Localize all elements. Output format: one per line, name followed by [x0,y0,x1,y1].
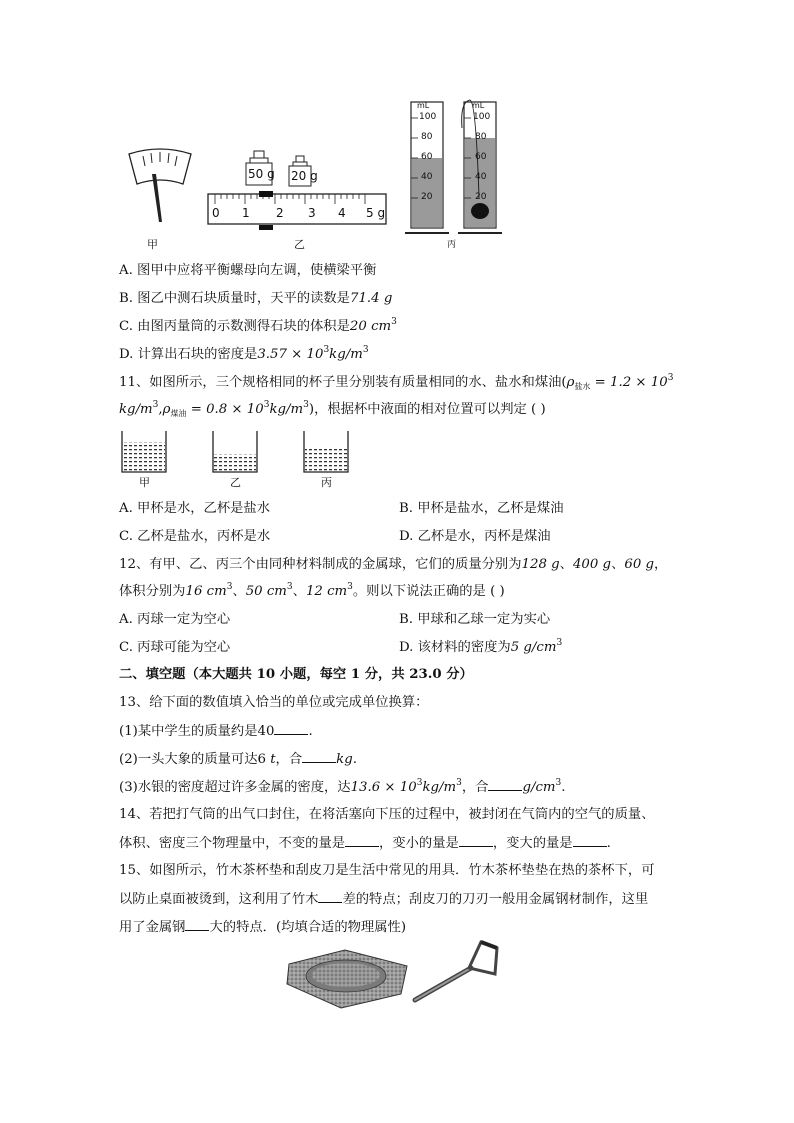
q10-option-c: C. 由图丙量筒的示数测得石块的体积是20 $cm^3$ [119,317,397,334]
q12-volume-1: 16 cm [185,584,227,599]
q11-option-c: C. 乙杯是盐水，丙杯是水 [119,529,271,544]
scale-tick-0: 0 [212,206,220,220]
q10-option-b-text: B. 图乙中测石块质量时，天平的读数是 [119,291,350,306]
q11-brine-eq: = 1.2 × 10 [590,375,668,390]
q13-line2-unit-kg: kg [336,752,353,767]
q11-kerosene-sub: 煤油 [170,409,187,418]
q12-mass-1: 128 g [521,557,560,572]
coaster-peeler-figure [283,938,513,1010]
q13-line2-end: . [352,752,357,767]
q14-blank-1[interactable] [345,834,379,847]
cyl1-tick-80: 80 [421,132,433,142]
q10-option-c-value: 20 [349,319,372,334]
q12-option-b: B. 甲球和乙球一定为实心 [399,612,551,627]
scale-tick-4: 4 [338,206,346,220]
q13-line1-text: (1)某中学生的质量约是40 [119,724,275,739]
q10-option-b-value: 71.4 [349,291,380,306]
cup-label-bing: 丙 [321,476,332,489]
q11-stem-line2: $kg/m^3,\rho_{煤油} = 0.8 \times 10^3kg/m^3$)，根据杯中液面的相对位置可以判定 ( ) [119,400,546,418]
q10-option-d: D. 计算出石块的密度是$3.57 \times 10^3kg/m^3$ [119,345,369,362]
q15-line2-a: 以防止桌面被烫到，这利用了竹木 [119,892,319,907]
q11-stem-text: 11、如图所示，三个规格相同的杯子里分别装有质量相同的水、盐水和煤油( [119,375,567,390]
q12-stem-text-2: 体积分别为 [119,584,186,599]
q13-line3-mid: ，合 [461,780,489,795]
cyl2-tick-20: 20 [475,192,487,202]
three-cups-icon [118,428,358,476]
q12-option-d: D. 该材料的密度为5 $g/cm^3$ [399,638,563,655]
q15-line3-b: 大的特点．(均填合适的物理属性) [209,920,407,935]
q10-option-d-unit: kg/m [329,347,363,362]
scale-tick-5: 5 g [366,206,386,220]
cyl1-tick-60: 60 [421,152,433,162]
q14-line1: 14、若把打气筒的出气口封住，在将活塞向下压的过程中，被封闭在气筒内的空气的质量、 [119,807,655,822]
q10-option-a [119,262,376,280]
cyl1-tick-20: 20 [421,192,433,202]
cups-figure [118,428,358,492]
cyl1-tick-40: 40 [421,172,433,182]
q11-unit-a: kg/m [119,402,153,417]
cyl2-tick-60: 60 [475,152,487,162]
q14-line2-b: ，变小的量是 [379,836,459,851]
cyl2-unit: mL [472,101,485,110]
q11-option-d: D. 乙杯是水，丙杯是煤油 [399,529,551,544]
q12-volume-2: 50 cm [245,584,287,599]
q12-volume-3: 12 cm [305,584,348,599]
q11-option-b: B. 甲杯是盐水，乙杯是煤油 [399,501,564,516]
q13-line3-unit: kg/m [422,780,457,795]
q15-blank-1[interactable] [318,890,342,903]
q10-option-c-unit: cm [371,319,392,334]
q10-option-b-unit: g [383,291,393,306]
q14-blank-2[interactable] [459,834,493,847]
cyl2-tick-100: 100 [473,112,491,122]
q12-stem-line1: 12、有甲、乙、丙三个由同种材料制成的金属球，它们的质量分别为128 g、400 g、60 g， [119,557,668,572]
q11-stem-line1: 11、如图所示，三个规格相同的杯子里分别装有质量相同的水、盐水和煤油($\rho_{盐水} = 1.2 \times 10^3$ [119,373,674,391]
q13-line3-unit2: g/cm [522,780,556,795]
q13-line2-mid: ，合 [275,752,303,767]
balance-scale-dial-icon [125,146,195,256]
cyl2-tick-80: 80 [475,132,487,142]
q11-kerosene-eq: = 0.8 × 10 [186,402,264,417]
q12-option-c: C. 丙球可能为空心 [119,640,231,655]
q14-line2-c: ，变大的量是 [492,836,573,851]
q15-line1: 15、如图所示，竹木茶杯垫和刮皮刀是生活中常见的用具．竹木茶杯垫垫在热的茶杯下，可 [119,863,655,878]
q11-unit-b: kg/m [269,402,304,417]
q13-line2-unit-t: t [270,752,276,767]
q12-stem-text: 12、有甲、乙、丙三个由同种材料制成的金属球，它们的质量分别为 [119,557,522,572]
q13-line1-end: . [308,724,313,739]
q11-option-a: A. 甲杯是水，乙杯是盐水 [119,501,271,516]
q13-blank-2[interactable] [302,750,336,763]
weights-and-beam-icon [205,148,390,238]
q13-line3-end: . [561,780,566,795]
q13-line3: (3)水银的密度超过许多金属的密度，达$13.6 \times 10^3kg/m^3$，合 $g/cm^3$. [119,778,566,795]
section-heading-fill-blank: 二、填空题（本大题共 10 小题，每空 1 分，共 23.0 分） [119,667,473,682]
q13-blank-1[interactable] [274,722,308,735]
q12-mass-2: 400 g [572,557,612,572]
q10-option-b [119,290,392,308]
q14-line2-d: . [606,836,611,851]
q10-option-d-value: 3.57 × 10 [257,347,324,362]
q13-line2 [119,750,357,769]
cyl2-tick-40: 40 [475,172,487,182]
cup-label-jia: 甲 [139,476,150,489]
figure-jia-label: 甲 [147,238,158,251]
figure-jia [125,146,195,256]
q11-stem-end: )，根据杯中液面的相对位置可以判定 ( ) [308,402,546,417]
q12-stem-line2: 体积分别为16 $cm^3$、50 $cm^3$、12 $cm^3$。则以下说法正确的是 ( ) [119,582,505,599]
cyl1-tick-100: 100 [419,112,437,122]
scale-tick-1: 1 [242,206,250,220]
q13-line3-text: (3)水银的密度超过许多金属的密度，达 [119,780,351,795]
q15-line3 [119,918,406,937]
q14-blank-3[interactable] [573,834,607,847]
cyl1-unit: mL [417,101,430,110]
weight-20g-label: 20 g [291,169,318,183]
q10-option-a-text: A. 图甲中应将平衡螺母向左调，使横梁平衡 [119,263,377,278]
q12-stem-end: 。则以下说法正确的是 ( ) [352,584,505,599]
q12-option-d-text: D. 该材料的密度为 [399,640,511,655]
q12-option-d-value: 5 g/cm [510,640,557,655]
q10-option-d-text: D. 计算出石块的密度是 [119,347,258,362]
q12-option-a: A. 丙球一定为空心 [119,612,231,627]
q11-rho-brine: ρ [566,375,575,390]
figure-bing [402,98,504,250]
q11-rho-kerosene: ρ [162,402,171,417]
q14-line2 [119,834,611,853]
figure-yi-label: 乙 [294,238,305,251]
q15-blank-2[interactable] [185,918,209,931]
scale-tick-2: 2 [276,206,284,220]
q14-line2-a: 体积、密度三个物理量中，不变的量是 [119,836,346,851]
weight-50g-label: 50 g [248,167,275,181]
q15-line2 [119,890,648,909]
scale-tick-3: 3 [308,206,316,220]
q15-line2-b: 差的特点；刮皮刀的刀刃一般用金属钢材制作，这里 [342,892,649,907]
figure-bing-label: 丙 [447,240,457,250]
q10-option-c-text: C. 由图丙量筒的示数测得石块的体积是 [119,319,350,334]
q12-mass-3: 60 g [624,557,655,572]
q13-line2-text: (2)一头大象的质量可达6 [119,752,271,767]
figure-yi [205,148,390,252]
q13-line1 [119,722,313,741]
coaster-and-peeler-icon [283,938,513,1010]
q13-title: 13、给下面的数值填入恰当的单位或完成单位换算： [119,695,429,710]
q13-line3-value: 13.6 × 10 [350,780,417,795]
q15-line3-a: 用了金属钢 [119,920,186,935]
q11-brine-sub: 盐水 [574,382,591,391]
cup-label-yi: 乙 [230,476,241,489]
q13-blank-3[interactable] [488,778,522,791]
